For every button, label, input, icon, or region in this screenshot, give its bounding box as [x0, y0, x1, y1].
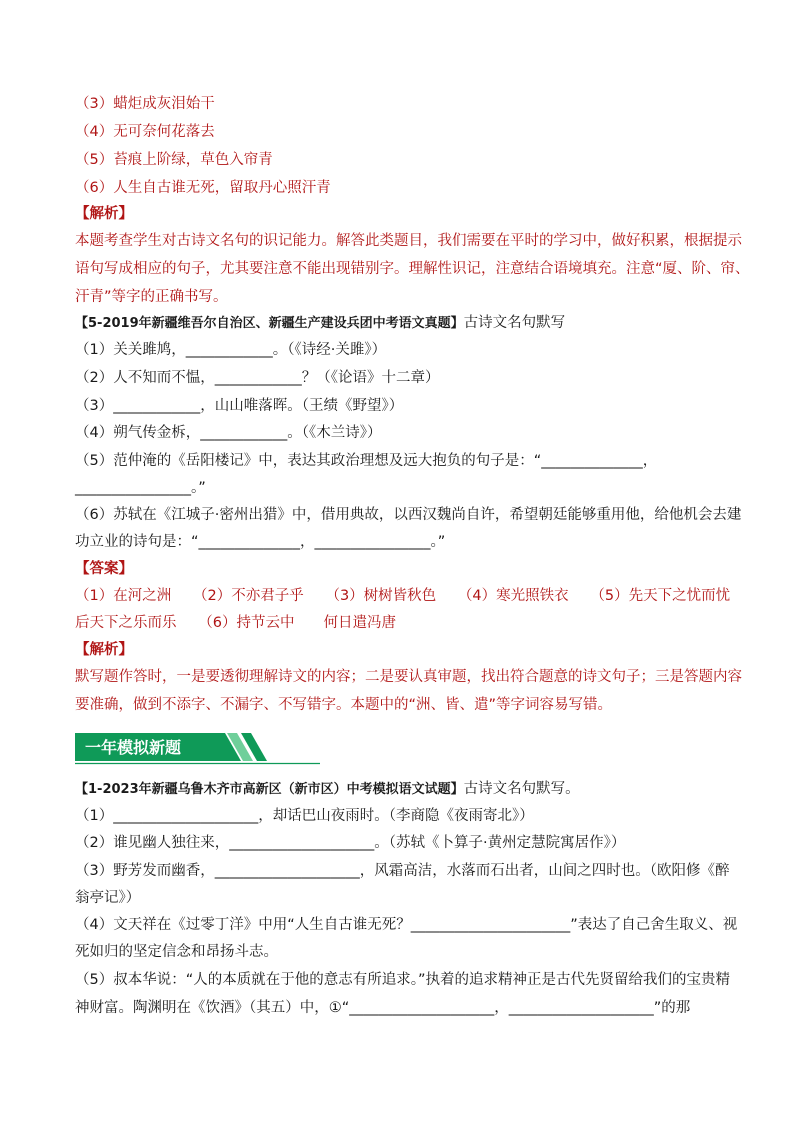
- answer-line: （4）无可奈何花落去: [75, 124, 215, 140]
- question-header: [75, 780, 580, 799]
- analysis-text: 默写题作答时，一是要透彻理解诗文的内容；二是要认真审题，找出符合题意的诗文句子；三是答题内容: [75, 669, 742, 685]
- question-source: 【1-2023年新疆乌鲁木齐市高新区（新市区）中考模拟语文试题】: [75, 782, 464, 797]
- answer-label: 【答案】: [75, 561, 133, 577]
- question-topic: 古诗文名句默写: [463, 315, 566, 331]
- answer-line: （5）苔痕上阶绿，草色入帘青: [75, 152, 273, 168]
- answer-line: （1）在河之洲 （2）不亦君子乎 （3）树树皆秋色 （4）寒光照铁衣 （5）先天下之忧而忧: [75, 588, 731, 604]
- analysis-text: 汗青”等字的正确书写。: [75, 289, 228, 305]
- question-line: （3）野芳发而幽香，____________________，风霜高洁，水落而石出者，山间之四时也。（欧阳修《醉: [75, 863, 730, 879]
- question-source: 【5-2019年新疆维吾尔自治区、新疆生产建设兵团中考语文真题】: [75, 316, 464, 331]
- analysis-label: 【解析】: [75, 642, 133, 658]
- question-line: （6）苏轼在《江城子·密州出猎》中，借用典故，以西汉魏尚自许，希望朝廷能够重用他，给他机会去建: [75, 507, 742, 523]
- question-line: （2）谁见幽人独往来，____________________。（苏轼《卜算子·黄州定慧院寓居作》）: [75, 835, 626, 851]
- question-line: （4）朔气传金柝，____________。（《木兰诗》）: [75, 425, 382, 441]
- answer-line: （3）蜡炬成灰泪始干: [75, 96, 215, 112]
- analysis-text: 本题考查学生对古诗文名句的识记能力。解答此类题目，我们需要在平时的学习中，做好积累，根据提示: [75, 233, 742, 249]
- question-line: （2）人不知而不愠，____________？（《论语》十二章）: [75, 370, 440, 386]
- question-line: （1）____________________，却话巴山夜雨时。（李商隐《夜雨寄北》）: [75, 808, 534, 824]
- question-line: ________________。”: [75, 480, 206, 496]
- answer-line: （6）人生自古谁无死，留取丹心照汗青: [75, 180, 331, 196]
- question-line: （3）____________，山山唯落晖。（王绩《野望》）: [75, 398, 404, 414]
- question-line: （5）叔本华说：“人的本质就在于他的意志有所追求。”执着的追求精神正是古代先贤留给我们的宝贵精: [75, 972, 730, 988]
- question-topic: 古诗文名句默写。: [463, 781, 580, 797]
- question-line: （5）范仲淹的《岳阳楼记》中，表达其政治理想及远大抱负的句子是：“______________，: [75, 453, 658, 469]
- analysis-label: 【解析】: [75, 206, 133, 222]
- answer-line: 后天下之乐而乐 （6）持节云中 何日遣冯唐: [75, 615, 396, 631]
- question-line: （4）文天祥在《过零丁洋》中用“人生自古谁无死？______________________”表达了自己舍生取义、视: [75, 917, 738, 933]
- question-line: （1）关关雎鸠，____________。（《诗经·关雎》）: [75, 342, 387, 358]
- banner-title: 一年模拟新题: [85, 738, 182, 757]
- section-banner: [75, 733, 320, 765]
- analysis-text: 要准确，做到不添字、不漏字、不写错字。本题中的“洲、皆、遣”等字词容易写错。: [75, 697, 613, 713]
- question-line: 死如归的坚定信念和昂扬斗志。: [75, 944, 278, 960]
- question-line: 翁亭记》）: [75, 890, 141, 906]
- analysis-text: 语句写成相应的句子，尤其要注意不能出现错别字。理解性识记，注意结合语境填充。注意“厦、阶、帘、: [75, 261, 750, 277]
- question-line: 神财富。陶渊明在《饮酒》（其五）中，①“____________________，____________________”的那: [75, 1000, 691, 1016]
- question-line: 功立业的诗句是：“______________，________________。”: [75, 534, 446, 550]
- question-header: [75, 314, 565, 333]
